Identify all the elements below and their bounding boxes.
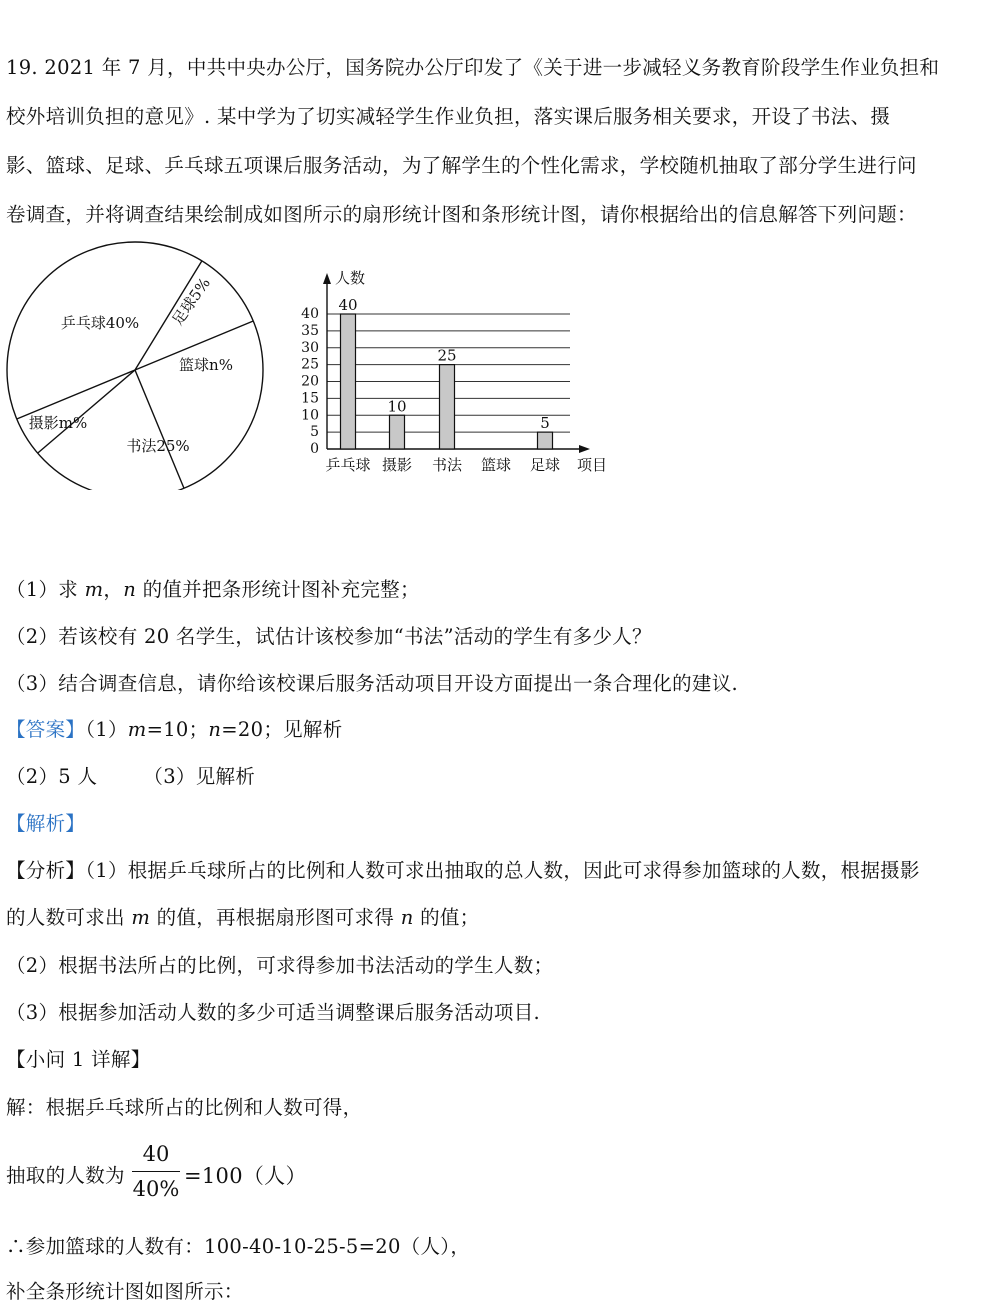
analysis-tag: 【解析】 (6, 812, 86, 835)
y-tick-label: 10 (301, 407, 319, 424)
pie-slice-edge (135, 370, 184, 488)
var-m: m (127, 718, 147, 741)
bar-value-label: 40 (338, 296, 358, 314)
q1-text: （1）求 (6, 578, 85, 601)
pie-slice-edge (38, 370, 135, 453)
y-axis-title: 人数 (334, 269, 366, 287)
subquestion-2: （2）若该校有 20 名学生，试估计该校参加“书法”活动的学生有多少人？ (6, 625, 652, 648)
question-line: 校外培训负担的意见》. 某中学为了切实减轻学生作业负担，落实课后服务相关要求，开设了书法、摄 (6, 105, 891, 128)
bar-value-label: 10 (387, 397, 407, 416)
fraction (132, 1140, 180, 1203)
pie-slice-label: 篮球n% (179, 356, 233, 374)
analysis-line: （3）根据参加活动人数的多少可适当调整课后服务活动项目. (6, 1001, 541, 1024)
answer-text: =20；见解析 (221, 718, 343, 741)
subquestion-1 (6, 574, 420, 602)
y-tick-label: 5 (310, 424, 319, 441)
fenxi-tag: 【分析】 (6, 859, 86, 882)
bar (440, 365, 455, 449)
var-m: m (131, 906, 151, 929)
bar-value-label: 5 (540, 414, 550, 433)
y-tick-label: 20 (301, 373, 319, 390)
analysis-line: （2）根据书法所占的比例，可求得参加书法活动的学生人数； (6, 954, 554, 977)
answer-line (6, 714, 343, 742)
bar-chart (301, 269, 607, 474)
x-axis-arrow (579, 445, 590, 453)
y-tick-label: 25 (301, 356, 319, 373)
fraction-numerator: 40 (142, 1142, 170, 1166)
analysis-text: 的值； (413, 906, 480, 929)
y-tick-label: 40 (301, 306, 319, 322)
pie-slice-label: 书法25% (126, 437, 190, 455)
analysis-text: （1）根据乒乓球所占的比例和人数可求出抽取的总人数，因此可求得参加篮球的人数，根据摄影 (85, 859, 920, 882)
answer-text: （1） (85, 718, 128, 741)
y-axis-arrow (323, 273, 331, 284)
answer-text: =10； (146, 718, 209, 741)
fraction-bar (132, 1171, 180, 1172)
pie-slice-label: 摄影m% (28, 414, 88, 432)
var-m: m (84, 578, 104, 601)
formula-prefix: 抽取的人数为 (6, 1164, 125, 1187)
var-n: n (123, 578, 137, 601)
answer-line-2: （2）5 人 （3）见解析 (6, 765, 256, 788)
x-tick-label: 足球 (529, 456, 561, 474)
bar (341, 314, 356, 449)
pie-slice-label: 乒乓球40% (60, 314, 140, 332)
solution-line: ∴参加篮球的人数有：100-40-10-25-5=20（人）， (6, 1235, 471, 1258)
bar (390, 415, 405, 449)
pie-slice-edge (17, 370, 135, 419)
x-tick-label: 篮球 (480, 456, 512, 474)
formula-suffix: =100（人） (184, 1164, 307, 1188)
var-n: n (400, 906, 414, 929)
bar-value-label: 25 (437, 346, 457, 365)
question-line: 卷调查，并将调查结果绘制成如图所示的扇形统计图和条形统计图，请你根据给出的信息解答下列问题： (6, 203, 917, 226)
x-tick-label: 摄影 (381, 456, 413, 474)
question-line: 19. 2021 年 7 月，中共中央办公厅，国务院办公厅印发了《关于进一步减轻义务教育阶段学生作业负担和 (6, 56, 940, 79)
y-tick-label: 35 (301, 322, 319, 339)
solution-line: 补全条形统计图如图所示： (6, 1280, 244, 1303)
analysis-text: 的值，再根据扇形图可求得 (150, 906, 401, 929)
pie-slice-label: 足球5% (168, 274, 214, 329)
q1-text: 的值并把条形统计图补充完整； (136, 578, 420, 601)
question-line: 影、篮球、足球、乒乓球五项课后服务活动，为了解学生的个性化需求，学校随机抽取了部分学生进行问 (6, 154, 917, 177)
x-tick-label: 书法 (431, 456, 463, 474)
x-axis-title: 项目 (576, 456, 608, 474)
answer-tag: 【答案】 (6, 718, 86, 741)
var-n: n (208, 718, 222, 741)
solution-line: 解：根据乒乓球所占的比例和人数可得， (6, 1096, 363, 1119)
y-tick-label: 15 (301, 390, 319, 407)
fraction-denominator: 40% (132, 1177, 180, 1201)
y-tick-label: 0 (310, 441, 319, 457)
x-tick-label: 乒乓球 (325, 456, 371, 474)
q1-text: ， (103, 578, 124, 601)
analysis-text: 的人数可求出 (6, 906, 132, 929)
section-heading: 【小问 1 详解】 (6, 1048, 151, 1071)
pie-chart (7, 242, 263, 490)
y-tick-label: 30 (301, 339, 319, 356)
charts-figure (0, 240, 660, 490)
subquestion-3: （3）结合调查信息，请你给该校课后服务活动项目开设方面提出一条合理化的建议. (6, 672, 739, 695)
analysis-line (6, 855, 920, 883)
analysis-line (6, 902, 479, 930)
bar (538, 432, 553, 449)
